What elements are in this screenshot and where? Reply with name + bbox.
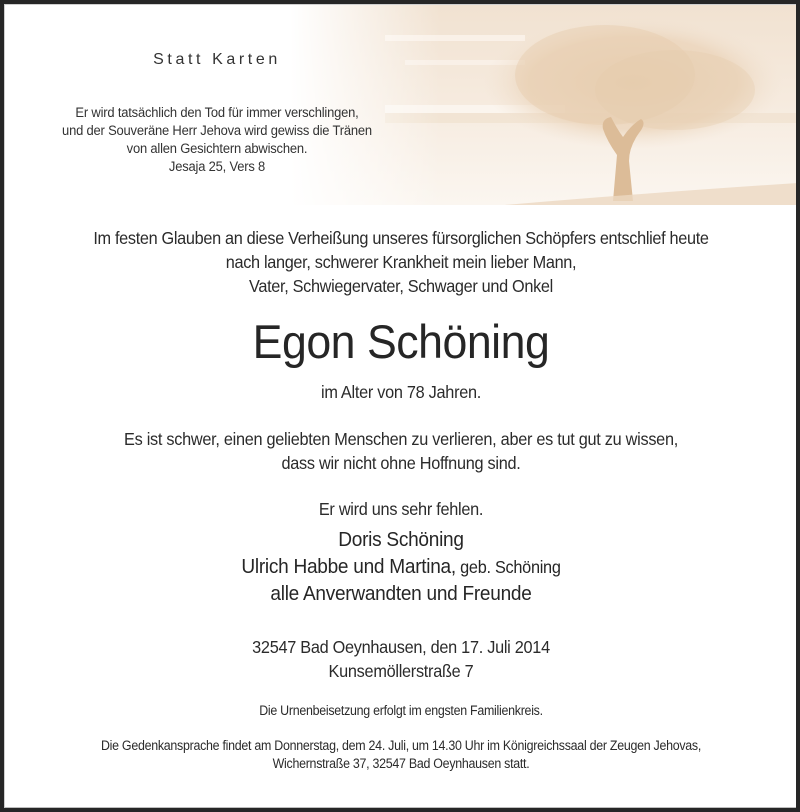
mourner-maiden-name: geb. Schöning xyxy=(455,557,561,577)
intro-line: nach langer, schwerer Krankheit mein lieber Mann, xyxy=(225,252,577,272)
mourner-line xyxy=(33,528,770,552)
street-address: Kunsemöllerstraße 7 xyxy=(328,661,474,681)
verse-line: und der Souveräne Herr Jehova wird gewiss die Tränen xyxy=(62,123,372,138)
verse-citation: Jesaja 25, Vers 8 xyxy=(168,159,266,174)
mourner-line xyxy=(33,582,770,606)
deceased-name: Egon Schöning xyxy=(252,315,550,368)
header-label: Statt Karten xyxy=(153,51,281,68)
burial-note: Die Urnenbeisetzung erfolgt im engsten Familienkreis. xyxy=(259,703,543,718)
verse-line: Er wird tatsächlich den Tod für immer verschlingen, xyxy=(75,105,359,120)
farewell-line: Er wird uns sehr fehlen. xyxy=(318,499,484,519)
memorial-note: Die Gedenkansprache findet am Donnerstag, dem 24. Juli, um 14.30 Uhr im Königreichssaal der Zeugen Jehovas, xyxy=(100,738,702,753)
memorial-note: Wichernstraße 37, 32547 Bad Oeynhausen statt. xyxy=(272,756,530,771)
mourner-name: alle Anverwandten und Freunde xyxy=(270,582,532,605)
verse-line: von allen Gesichtern abwischen. xyxy=(126,141,308,156)
place-date: 32547 Bad Oeynhausen, den 17. Juli 2014 xyxy=(252,637,550,657)
intro-line: Vater, Schwiegervater, Schwager und Onkel xyxy=(249,276,553,296)
age-line: im Alter von 78 Jahren. xyxy=(320,382,482,402)
mourner-name: Doris Schöning xyxy=(338,528,464,551)
message-line: Es ist schwer, einen geliebten Menschen zu verlieren, aber es tut gut zu wissen, xyxy=(124,429,678,449)
obituary-notice xyxy=(4,4,796,808)
header-band xyxy=(5,5,796,205)
mourner-name: Ulrich Habbe und Martina, xyxy=(241,555,456,578)
intro-line: Im festen Glauben an diese Verheißung unseres fürsorglichen Schöpfers entschlief heute xyxy=(93,228,709,248)
mourner-line xyxy=(33,555,770,579)
message-line: dass wir nicht ohne Hoffnung sind. xyxy=(281,453,521,473)
